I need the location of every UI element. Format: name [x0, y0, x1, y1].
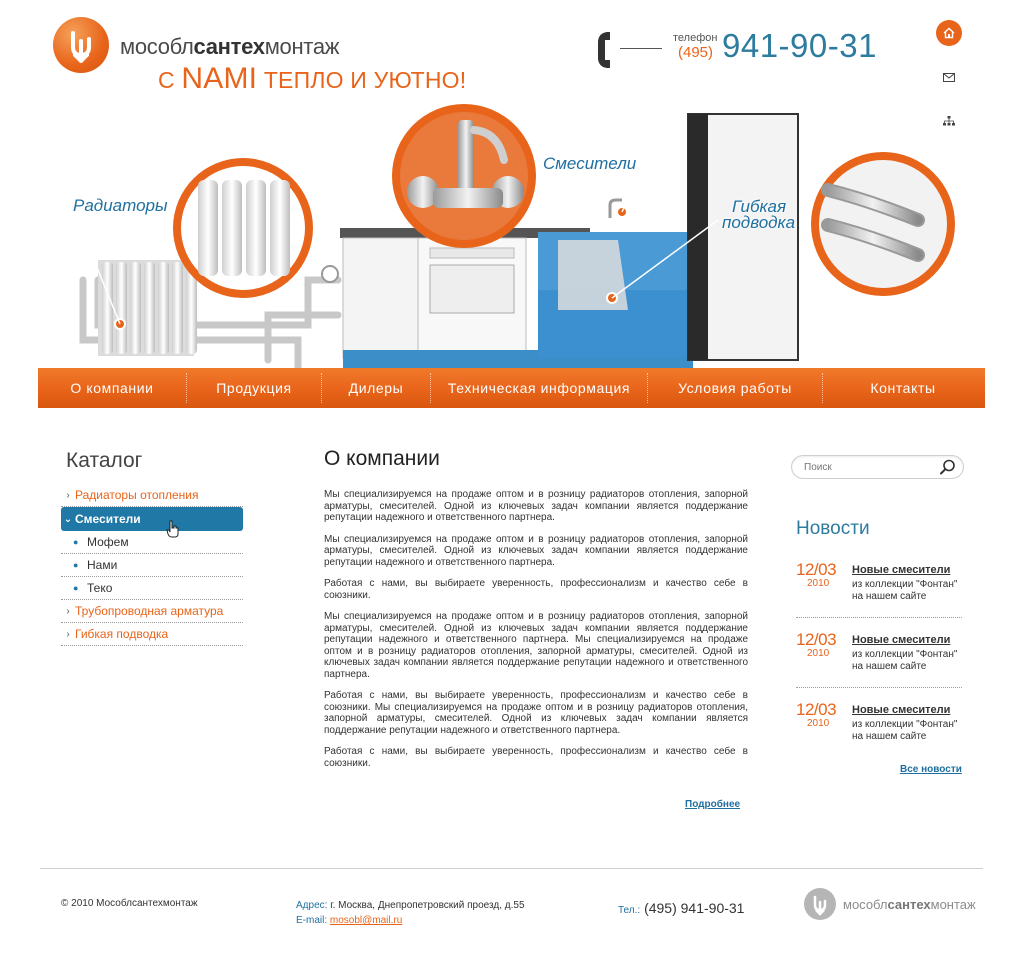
chevron-right-icon: › [66, 489, 70, 501]
nav-item-contacts[interactable]: Контакты [870, 380, 936, 396]
catalog-subitem-mofem[interactable]: ● Мофем [61, 531, 243, 554]
hand-cursor-icon [166, 520, 180, 538]
search-box [791, 455, 964, 479]
news-headline[interactable]: Новые смесители [852, 704, 951, 716]
search-input[interactable] [804, 462, 939, 473]
footer-divider [40, 868, 983, 869]
nav-item-terms[interactable]: Условия работы [678, 380, 792, 396]
paragraph: Мы специализируемся на продаже оптом и в розницу радиаторов отопления, запорной арматуры, смесителей. Одной из ключевых задач компании является поддержание репутации надежного и ответственного партнера. [324, 489, 748, 523]
chevron-down-icon: ⌄ [63, 513, 73, 525]
callout-hose-line2[interactable]: подводка [722, 213, 796, 232]
news-description: из коллекции "Фонтан" на нашем сайте [852, 719, 958, 742]
nav-item-tech-info[interactable]: Техническая информация [447, 380, 631, 396]
bullet-icon: ● [73, 583, 79, 593]
paragraph: Работая с нами, вы выбираете уверенность, профессионализм и качество себе в союзники. Мы специализируемся на продаже оптом и в розницу радиаторов отопления, запорной арматуры, смесителей. Одной из ключевых задач компании является поддержание репутации надежного и ответственного партнера. [324, 690, 748, 736]
catalog-title: Каталог [66, 449, 143, 472]
chevron-right-icon: › [66, 628, 70, 640]
news-item [796, 700, 962, 757]
paragraph: Мы специализируемся на продаже оптом и в розницу радиаторов отопления, запорной арматуры, смесителей. Одной из ключевых задач компании является поддержание репутации надежного и ответственного партнера. Мы специализируемся на продаже оптом и в розницу радиаторов отопления, запорной арматуры, смесителей. Одной из ключевых задач компании является поддержание репутации надежного и ответственного партнера. [324, 611, 748, 680]
news-description: из коллекции "Фонтан" на нашем сайте [852, 649, 958, 672]
article-body [324, 489, 748, 779]
catalog-item-radiators[interactable]: › Радиаторы отопления [61, 484, 243, 507]
callout-hose-line1[interactable]: Гибкая [732, 197, 787, 216]
catalog-subitem-nami[interactable]: ● Нами [61, 554, 243, 577]
news-date: 12/03 2010 [796, 700, 837, 729]
nav-item-dealers[interactable]: Дилеры [348, 380, 404, 396]
footer-address: Адрес: г. Москва, Днепропетровский проезд, д.55 E-mail: mosobl@mail.ru [296, 900, 525, 926]
page-title: О компании [324, 447, 440, 470]
news-description: из коллекции "Фонтан" на нашем сайте [852, 579, 958, 602]
catalog-subitem-teko[interactable]: ● Теко [61, 577, 243, 600]
home-icon[interactable] [936, 20, 962, 46]
bullet-icon: ● [73, 560, 79, 570]
logo-text[interactable]: мособлсантехмонтаж [120, 34, 340, 59]
news-headline[interactable]: Новые смесители [852, 634, 951, 646]
news-divider [796, 687, 962, 688]
news-list [796, 560, 962, 757]
search-icon[interactable] [939, 458, 957, 476]
all-news-link[interactable]: Все новости [900, 764, 962, 775]
main-nav [38, 368, 985, 408]
mail-icon[interactable] [936, 64, 962, 90]
news-item [796, 560, 962, 617]
phone-code: (495) [678, 44, 714, 61]
news-divider [796, 617, 962, 618]
nav-item-products[interactable]: Продукция [216, 380, 292, 396]
phone-label: телефон [673, 32, 718, 44]
news-title: Новости [796, 518, 870, 539]
news-date: 12/03 2010 [796, 630, 837, 659]
footer-logo-icon[interactable] [804, 888, 836, 920]
phone-divider [620, 48, 662, 49]
news-date: 12/03 2010 [796, 560, 837, 589]
catalog-item-flexible-hoses[interactable]: › Гибкая подводка [61, 623, 243, 646]
logo-icon[interactable] [53, 17, 109, 73]
catalog-item-pipe-fittings[interactable]: › Трубопроводная арматура [61, 600, 243, 623]
news-item [796, 630, 962, 687]
site-header [0, 0, 1024, 368]
copyright: © 2010 Мособлсантехмонтаж [61, 898, 198, 909]
callout-radiators[interactable]: Радиаторы [73, 196, 168, 215]
more-link[interactable]: Подробнее [685, 799, 741, 810]
catalog-list [61, 484, 243, 646]
callout-mixers[interactable]: Смесители [543, 154, 637, 173]
paragraph: Мы специализируемся на продаже оптом и в розницу радиаторов отопления, запорной арматуры, смесителей. Одной из ключевых задач компании является поддержание репутации надежного и ответственного партнера. [324, 533, 748, 568]
chevron-right-icon: › [66, 605, 70, 617]
footer-logo-text[interactable]: мособлсантехмонтаж [843, 897, 976, 912]
slogan: С NAMI ТЕПЛО И УЮТНО! [158, 62, 467, 95]
paragraph: Работая с нами, вы выбираете уверенность, профессионализм и качество себе в союзники. [324, 578, 748, 601]
phone-icon [596, 31, 612, 69]
news-headline[interactable]: Новые смесители [852, 564, 951, 576]
email-link[interactable]: mosobl@mail.ru [329, 915, 403, 926]
paragraph: Работая с нами, вы выбираете уверенность, профессионализм и качество себе в союзники. [324, 746, 748, 769]
bullet-icon: ● [73, 537, 79, 547]
nav-item-about[interactable]: О компании [70, 380, 154, 396]
catalog-item-mixers[interactable]: ⌄ Смесители [61, 507, 243, 531]
kitchen-illustration [38, 100, 985, 368]
phone-number: 941-90-31 [722, 27, 877, 64]
footer-phone: Тел.: (495) 941-90-31 [618, 900, 745, 916]
